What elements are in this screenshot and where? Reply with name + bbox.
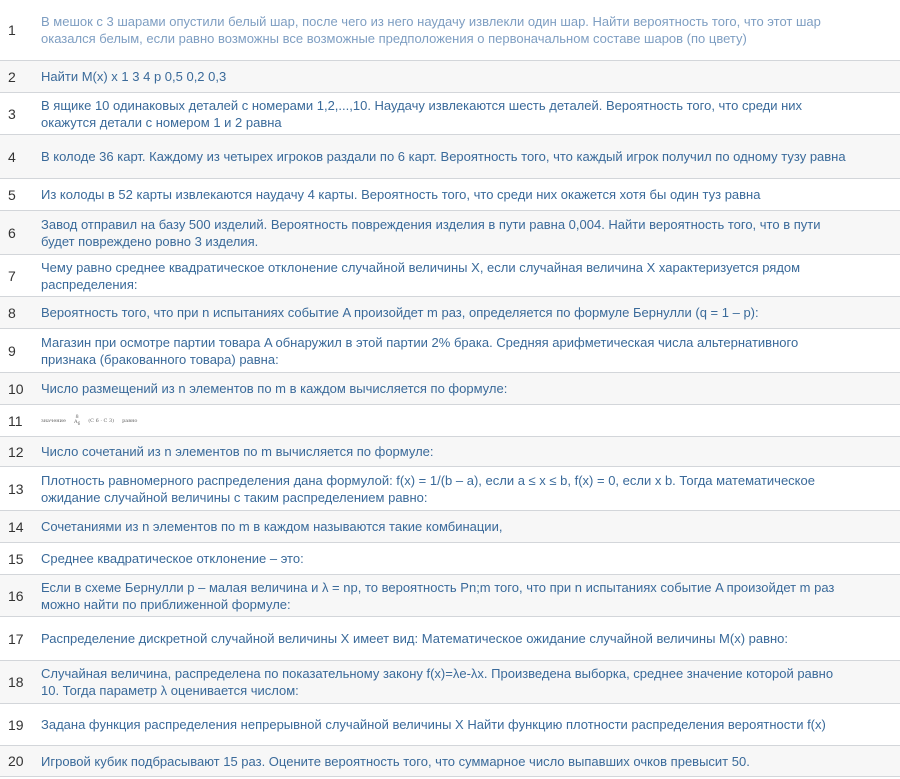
formula-expr: (C 6 · C 3) (88, 417, 115, 424)
table-row (0, 373, 900, 405)
question-text: Вероятность того, что при n испытаниях событие A произойдет m раз, определяется по формуле Бернулли (q = 1 – p): (41, 305, 759, 320)
row-number: 13 (8, 480, 24, 497)
table-row (0, 297, 900, 329)
table-row (0, 575, 900, 617)
formula-bottom-letter: A (73, 419, 78, 425)
row-number: 14 (8, 518, 24, 535)
row-number: 11 (8, 412, 23, 429)
table-row (0, 617, 900, 661)
question-text: Распределение дискретной случайной величины X имеет вид: Математическое ожидание случайной величины M(x) равно: (41, 631, 789, 646)
question-text: Задана функция распределения непрерывной случайной величины X Найти функцию плотности распределения вероятности f(x) (41, 717, 826, 732)
question-text: Сочетаниями из n элементов по m в каждом называются такие комбинации, (41, 519, 503, 534)
formula-top: 8 (75, 414, 79, 420)
table-row (0, 179, 900, 211)
table-row (0, 437, 900, 467)
row-number: 10 (8, 380, 24, 397)
row-number: 12 (8, 443, 24, 460)
formula-fraction (74, 415, 80, 426)
row-number: 7 (8, 267, 16, 284)
table-row (0, 467, 900, 511)
question-text: В колоде 36 карт. Каждому из четырех игроков раздали по 6 карт. Вероятность того, что каждый игрок получил по одному тузу равна (41, 149, 846, 164)
question-text: Если в схеме Бернулли p – малая величина и λ = np, то вероятность Pn;m того, что при n испытаниях событие A произойдет m раз можно найти по приближенной формуле: (41, 579, 835, 612)
question-text: Число размещений из n элементов по m в каждом вычисляется по формуле: (41, 381, 508, 396)
table-row (0, 211, 900, 255)
question-text: Среднее квадратическое отклонение – это: (41, 551, 304, 566)
question-text: Плотность равномерного распределения дана формулой: f(x) = 1/(b – a), если a ≤ x ≤ b, f(x) = 0, если x b. Тогда математическое ожидание случайной величины с таким распределением равно: (41, 472, 815, 505)
question-text: Число сочетаний из n элементов по m вычисляется по формуле: (41, 444, 434, 459)
row-number: 6 (8, 224, 16, 241)
table-row (0, 704, 900, 746)
table-row (0, 329, 900, 373)
formula-tail: равно (122, 417, 138, 424)
row-number: 2 (8, 68, 16, 85)
question-formula (34, 409, 900, 432)
question-text: Чему равно среднее квадратическое отклонение случайной величины X, если случайная величина X характеризуется рядом распределения: (41, 259, 801, 292)
table-row (0, 746, 900, 777)
table-row (0, 661, 900, 704)
row-number: 8 (8, 304, 16, 321)
row-number: 4 (8, 148, 16, 165)
formula-sub: 6 (77, 421, 81, 426)
table-row (0, 61, 900, 93)
row-number: 3 (8, 105, 16, 122)
row-number: 18 (8, 674, 24, 690)
question-text: Случайная величина, распределена по показательному закону f(x)=λe-λx. Произведена выборка, среднее значение которой равно 10. Тогда параметр λ оценивается числом: (41, 666, 834, 698)
table-row (0, 405, 900, 437)
question-text: Магазин при осмотре партии товара A обнаружил в этой партии 2% брака. Средняя арифметическая числа альтернативного признака (бракованного товара) равна: (41, 334, 799, 367)
row-number: 16 (8, 587, 24, 604)
row-number: 9 (8, 342, 16, 359)
table-row (0, 511, 900, 543)
row-number: 19 (8, 716, 24, 733)
row-number: 5 (8, 186, 16, 203)
row-number: 15 (8, 550, 24, 567)
question-text: В мешок с 3 шарами опустили белый шар, после чего из него наудачу извлекли один шар. Найти вероятность того, что этот шар оказался белым, если равно возможны все возможные предположения о первоначальном составе шаров (по цвету) (41, 14, 821, 46)
table-row (0, 255, 900, 297)
formula-lead: значение (41, 417, 66, 424)
formula-bottom (74, 420, 80, 426)
question-text: Завод отправил на базу 500 изделий. Вероятность повреждения изделия в пути равна 0,004. Найти вероятность того, что в пути будет повреждено ровно 3 изделия. (41, 216, 821, 249)
question-text: Найти M(x) x 1 3 4 p 0,5 0,2 0,3 (41, 69, 227, 84)
table-row (0, 93, 900, 135)
question-text: В ящике 10 одинаковых деталей с номерами 1,2,...,10. Наудачу извлекаются шесть деталей. Вероятность того, что среди них окажутся детали с номером 1 и 2 равна (41, 97, 803, 130)
table-row (0, 543, 900, 575)
question-text: Из колоды в 52 карты извлекаются наудачу 4 карты. Вероятность того, что среди них окажется хотя бы один туз равна (41, 187, 761, 202)
formula-image (41, 415, 850, 426)
table-row (0, 0, 900, 61)
row-number: 1 (8, 22, 16, 38)
row-number: 17 (8, 630, 24, 647)
question-text: Игровой кубик подбрасывают 15 раз. Оцените вероятность того, что суммарное число выпавших очков превысит 50. (41, 753, 750, 769)
row-number: 20 (8, 753, 24, 769)
table-row (0, 135, 900, 179)
